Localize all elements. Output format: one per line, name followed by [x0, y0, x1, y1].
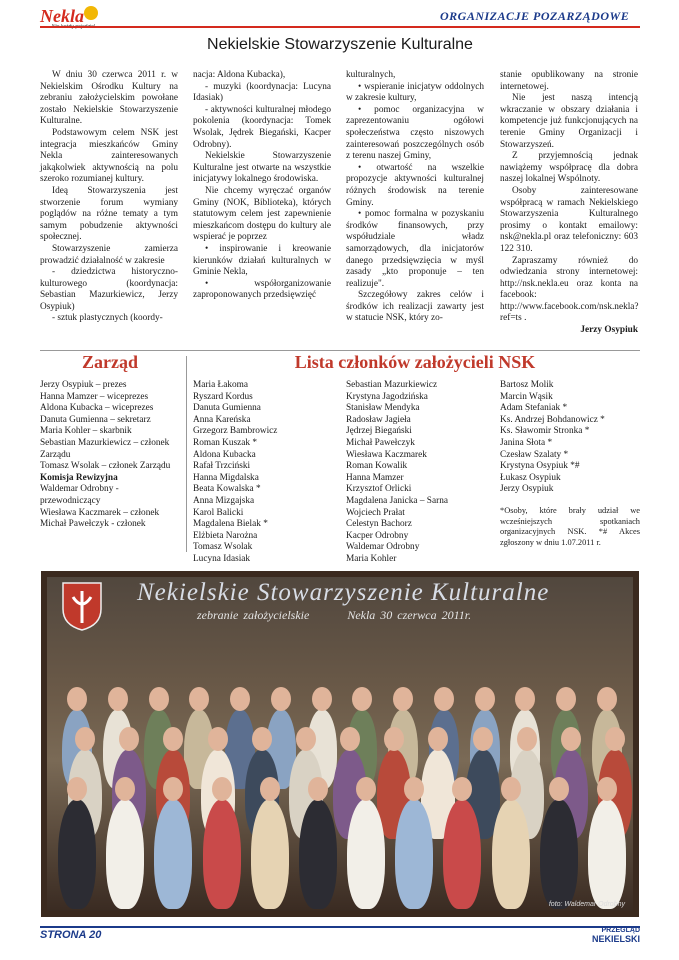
list-item: Hanna Mamzer – wiceprezes: [40, 391, 149, 402]
person-head: [271, 687, 291, 711]
person-figure: [203, 799, 241, 909]
person-head: [597, 687, 617, 711]
photo-credit: foto: Waldemar Odrobny: [548, 901, 625, 908]
person-head: [356, 777, 376, 801]
person-head: [393, 687, 413, 711]
paragraph: Szczegółowy zakres celów i środków ich realizacji zawarty jest w statucie NSK, który zo-: [346, 290, 484, 324]
person-head: [189, 687, 209, 711]
person-head: [67, 777, 87, 801]
person-head: [208, 727, 228, 751]
list-item: Waldemar Odrobny - przewodniczący: [40, 484, 119, 506]
member-name: Adam Stefaniak *: [500, 403, 568, 414]
article-column-1: [40, 70, 178, 325]
member-name: Wiesława Kaczmarek: [346, 449, 427, 460]
list-item: Maria Kohler – skarbnik: [40, 426, 132, 437]
paragraph: - aktywności kulturalnej młodego pokolenia (koordynacja: Tomek Wsolak, Jędrek Biegański, Kacper Odrobny).: [193, 104, 331, 150]
bullet-item: • wspieranie inicjatyw oddolnych w zakresie kultury,: [346, 81, 484, 104]
person-head: [340, 727, 360, 751]
member-name: Magdalena Bielak *: [193, 519, 268, 530]
person-head: [108, 687, 128, 711]
members-column-2: [346, 380, 448, 566]
paragraph: Osoby zainteresowane współpracą w ramach Nekielskiego Stowarzyszenia Kulturalnego prosimy o kontakt emailowy: nsk@nekla.pl oraz telefoniczny: 603 122 310.: [500, 185, 638, 254]
footer-brand-bottom: NEKIELSKI: [591, 934, 640, 944]
member-name: Maria Kohler: [346, 553, 397, 564]
bullet-item: • współorganizowanie zaproponowanych przedsięwzięć: [193, 278, 331, 301]
person-head: [75, 727, 95, 751]
list-item: Michał Pawełczyk - członek: [40, 519, 146, 530]
paragraph: Nie jest naszą intencją wkraczanie w obszary działania i kompetencje już funkcjonujących na terenie Gminy Organizacji i Stowarzyszeń.: [500, 93, 638, 150]
person-head: [67, 687, 87, 711]
person-figure: [492, 799, 530, 909]
member-name: Stanisław Mendyka: [346, 403, 420, 414]
person-figure: [251, 799, 289, 909]
member-name: Ryszard Kordus: [193, 391, 253, 402]
list-item: Wiesława Kaczmarek – członek: [40, 507, 160, 518]
person-figure: [347, 799, 385, 909]
paragraph: Ideą Stowarzyszenia jest stworzenie forum wymiany poglądów na różne tematy a tym samym pobudzenie aktywności społecznej.: [40, 185, 178, 243]
member-name: Aldona Kubacka: [193, 449, 256, 460]
footer-rule: [40, 926, 640, 928]
footer-brand: [582, 926, 640, 944]
member-name: Jędrzej Biegański: [346, 426, 412, 437]
person-head: [515, 687, 535, 711]
member-name: Anna Mizgajska: [193, 495, 255, 506]
person-head: [517, 727, 537, 751]
member-name: Maria Łakoma: [193, 380, 248, 390]
bullet-item: • otwartość na wszelkie propozycje aktywności kulturalnej różnych środowisk na terenie Gminy.: [346, 162, 484, 208]
person-head: [605, 727, 625, 751]
member-name: Roman Kuszak *: [193, 437, 258, 448]
member-name: Elżbieta Narożna: [193, 530, 258, 541]
paragraph: stanie opublikowany na stronie internetowej.: [500, 70, 638, 92]
person-head: [119, 727, 139, 751]
paragraph: W dniu 30 czerwca 2011 r. w Nekielskim Ośrodku Kultury na zebraniu założycielskim powołane zostało Nekielskie Stowarzyszenie Kulturalne.: [40, 70, 178, 127]
person-figure: [58, 799, 96, 909]
member-name: Marcin Wąsik: [500, 391, 553, 402]
paragraph: Stowarzyszenie zamierza prowadzić działalność w zakresie: [40, 243, 178, 266]
paragraph: - muzyki (koordynacja: Lucyna Idasiak): [193, 81, 331, 104]
coat-of-arms-icon: [61, 581, 103, 631]
person-head: [434, 687, 454, 711]
member-name: Tomasz Wsolak: [193, 542, 253, 553]
members-column-1: [193, 380, 277, 566]
photo-scene: [47, 577, 633, 911]
member-name: Beata Kowalska *: [193, 484, 261, 495]
member-name: Grzegorz Bambrowicz: [193, 426, 278, 437]
paragraph: Zapraszamy również do odwiedzania strony internetowej: http://nsk.nekla.eu oraz konta na facebook: http://www.facebook.com/nsk.nekla?ref=ts .: [500, 255, 639, 324]
bullet-item: • inspirowanie i kreowanie kierunków działań kulturalnych w Gminie Nekla,: [193, 243, 331, 278]
paragraph: kulturalnych,: [346, 70, 396, 80]
person-head: [473, 727, 493, 751]
person-head: [312, 687, 332, 711]
person-figure: [299, 799, 337, 909]
person-head: [230, 687, 250, 711]
person-head: [149, 687, 169, 711]
section-label: ORGANIZACJE POZARZĄDOWE: [440, 9, 630, 23]
member-name: Krystyna Osypiuk *#: [500, 461, 580, 472]
member-name: Kacper Odrobny: [346, 530, 409, 541]
paragraph: nacja: Aldona Kubacka),: [193, 70, 286, 80]
member-name: Waldemar Odrobny: [346, 542, 420, 553]
member-name: Janina Słota *: [500, 437, 553, 448]
section-divider: [40, 350, 640, 351]
member-name: Hanna Migdalska: [193, 472, 259, 483]
signature: Jerzy Osypiuk: [580, 325, 638, 336]
members-heading: Lista członków założycieli NSK: [294, 352, 536, 372]
article-column-4: [500, 70, 638, 337]
logo-text: Nekla: [40, 6, 84, 26]
article-column-2: [193, 70, 331, 302]
list-item: Sebastian Mazurkiewicz – członek Zarządu: [40, 437, 170, 460]
sun-icon: [84, 6, 98, 20]
person-head: [475, 687, 495, 711]
person-head: [163, 727, 183, 751]
member-name: Roman Kowalik: [346, 461, 408, 472]
paragraph: Z przyjemnością jednak nawiążemy współpracę dla dobra naszej lokalnej Wspólnoty.: [500, 151, 638, 185]
person-head: [308, 777, 328, 801]
person-head: [597, 777, 617, 801]
member-name: Radosław Jagieła: [346, 414, 411, 425]
member-name: Wojciech Prałat: [346, 507, 405, 518]
photo-title: Nekielskie Stowarzyszenie Kulturalne: [137, 579, 550, 606]
article-column-3: [346, 70, 484, 325]
article-title: Nekielskie Stowarzyszenie Kulturalne: [207, 36, 473, 53]
member-name: Krzysztof Orlicki: [346, 484, 412, 495]
member-name: Łukasz Osypiuk: [500, 472, 561, 483]
person-head: [501, 777, 521, 801]
paragraph: Nie chcemy wyręczać organów Gminy (NOK, Biblioteka), których statutowym celem jest zapewnienie mieszkańcom dostępu do kultury ale wspierać je poprzez: [193, 185, 331, 243]
paragraph: Nekielskie Stowarzyszenie Kulturalne jest otwarte na wszystkie inicjatywy lokalnego środowiska.: [193, 151, 331, 185]
list-item: Danuta Gumienna – sekretarz: [40, 414, 151, 425]
paragraph: Podstawowym celem NSK jest integracja mieszkańców Gminy Nekla zainteresowanych jakąkolwiek aktywnością na polu szeroko rozumianej kultury.: [40, 127, 178, 185]
person-head: [212, 777, 232, 801]
member-name: Anna Kareńska: [193, 414, 251, 425]
list-item: Aldona Kubacka – wiceprezes: [40, 403, 154, 414]
audit-heading: Komisja Rewizyjna: [40, 472, 118, 483]
board-list: [40, 380, 180, 531]
bullet-item: • pomoc organizacyjna w zaprezentowaniu ogółowi społeczeństwa często niszowych zainteresowań poszczególnych osób z terenu naszej Gminy,: [346, 104, 484, 162]
member-name: Hanna Mamzer: [346, 472, 404, 483]
person-head: [296, 727, 316, 751]
header-rule: [40, 26, 640, 28]
paragraph: - sztuk plastycznych (koordy-: [52, 313, 163, 324]
group-photo: [41, 571, 639, 917]
member-name: Ks. Andrzej Bohdanowicz *: [500, 414, 605, 425]
person-head: [556, 687, 576, 711]
member-name: Krystyna Jagodzińska: [346, 391, 428, 402]
footer-brand-top: PRZEGLĄD: [601, 927, 640, 934]
member-name: Karol Balicki: [193, 507, 244, 518]
person-head: [561, 727, 581, 751]
photo-subtitle-event: zebranie założycielskie: [197, 608, 310, 622]
person-head: [549, 777, 569, 801]
person-figure: [106, 799, 144, 909]
person-figure: [395, 799, 433, 909]
board-heading: Zarząd: [82, 352, 138, 372]
page-number: STRONA 20: [40, 929, 102, 941]
member-name: Ks. Sławomir Stronka *: [500, 426, 590, 437]
person-figure: [588, 799, 626, 909]
member-name: Jerzy Osypiuk: [500, 484, 554, 495]
list-item: Jerzy Osypiuk – prezes: [40, 380, 127, 390]
member-name: Celestyn Bachorz: [346, 519, 412, 530]
member-name: Lucyna Idasiak: [193, 553, 251, 564]
person-head: [352, 687, 372, 711]
member-name: Sebastian Mazurkiewicz: [346, 380, 438, 390]
photo-subtitle: [197, 608, 471, 623]
list-item: Tomasz Wsolak – członek Zarządu: [40, 461, 171, 472]
bullet-item: • pomoc formalna w pozyskaniu środków finansowych, przy współudziale władz samorządowych, dla inicjatorów danego przedsięwzięcia w myśl zasady „kto proponuje – ten realizuje".: [346, 209, 484, 289]
person-head: [252, 727, 272, 751]
paragraph: - dziedzictwa historyczno-kulturowego (koordynacja: Sebastian Mazurkiewicz, Jerzy Osypiuk): [40, 267, 178, 312]
person-figure: [443, 799, 481, 909]
column-divider: [186, 356, 187, 552]
member-name: Rafał Trzciński: [193, 461, 251, 472]
member-name: Magdalena Janicka – Sarna: [346, 495, 448, 506]
members-footnote: *Osoby, które brały udział we wcześniejszych spotkaniach organizacyjnych NSK. *# Akces zgłoszony w dniu 1.07.2011 r.: [500, 506, 640, 547]
person-figure: [154, 799, 192, 909]
member-name: Bartosz Molik: [500, 380, 554, 390]
member-name: Michał Pawełczyk: [346, 437, 415, 448]
person-head: [260, 777, 280, 801]
members-column-3: [500, 380, 640, 496]
member-name: Danuta Gumienna: [193, 403, 261, 414]
person-figure: [540, 799, 578, 909]
member-name: Czesław Szalaty *: [500, 449, 569, 460]
photo-subtitle-date: Nekla 30 czerwca 2011r.: [347, 608, 472, 622]
